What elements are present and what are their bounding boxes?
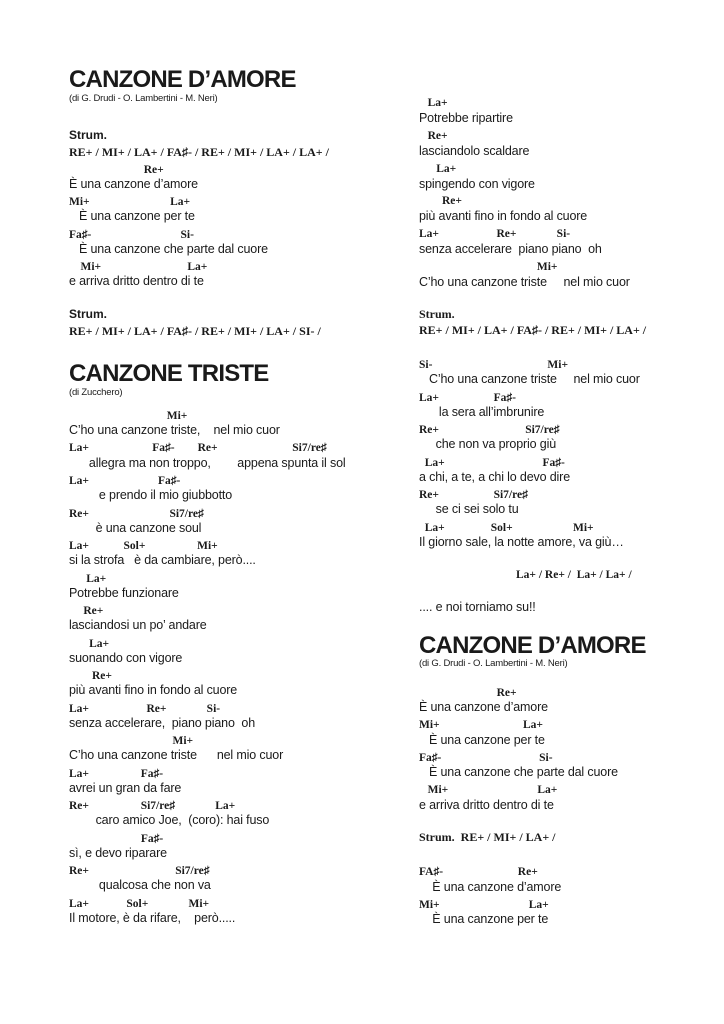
chord-line: Si- Mi+ xyxy=(419,359,569,371)
chord-line: Re+ Si7/re♯ xyxy=(419,424,560,436)
lyric-line: È una canzone per te xyxy=(69,209,195,223)
lyric-line: È una canzone d’amore xyxy=(419,880,562,894)
song-credit: (di Zucchero) xyxy=(69,387,123,398)
chord-line: Mi+ La+ xyxy=(419,899,549,911)
song-credit: (di G. Drudi - O. Lambertini - M. Neri) xyxy=(69,93,218,104)
song-title: CANZONE D’AMORE xyxy=(69,66,296,93)
lyric-line: C’ho una canzone triste, nel mio cuor xyxy=(69,423,280,437)
chord-line: La+ Fa♯- xyxy=(419,457,565,469)
chord-line: La+ xyxy=(419,163,457,175)
song-title: CANZONE TRISTE xyxy=(69,360,269,387)
lyric-line: si la strofa è da cambiare, però.... xyxy=(69,553,256,567)
lyric-line: È una canzone d’amore xyxy=(69,177,198,191)
chord-line: Re+ Si7/re♯ xyxy=(69,865,210,877)
lyric-line: caro amico Joe, (coro): hai fuso xyxy=(69,813,270,827)
chord-line: La+ Fa♯- xyxy=(419,392,516,404)
chord-line: Re+ Si7/re♯ xyxy=(419,489,528,501)
ending-chords: La+ / Re+ / La+ / La+ / xyxy=(516,569,632,581)
strum-chords: RE+ / MI+ / LA+ / FA♯- / RE+ / MI+ / LA+ / LA+ / xyxy=(69,145,329,159)
lyric-line: Potrebbe funzionare xyxy=(69,586,179,600)
chord-line: La+ Fa♯- xyxy=(69,475,181,487)
lyric-line: più avanti fino in fondo al cuore xyxy=(419,209,588,223)
lyric-line: avrei un gran da fare xyxy=(69,781,182,795)
chord-line: Re+ Si7/re♯ xyxy=(69,508,204,520)
lyric-line: e arriva dritto dentro di te xyxy=(69,274,204,288)
chord-line: Mi+ xyxy=(69,410,188,422)
lyric-line: È una canzone per te xyxy=(419,912,549,926)
lyric-line: C’ho una canzone triste nel mio cuor xyxy=(419,372,640,386)
chord-line: Mi+ La+ xyxy=(69,196,191,208)
lyric-line: È una canzone per te xyxy=(419,733,545,747)
strum-label: Strum. xyxy=(419,307,455,321)
strum-label: Strum. xyxy=(69,307,108,321)
chord-line: La+ Sol+ Mi+ xyxy=(419,522,594,534)
chord-line: Re+ xyxy=(419,687,517,699)
lyric-line: lasciandosi un po’ andare xyxy=(69,618,207,632)
chord-line: Re+ xyxy=(69,670,112,682)
lyric-line: che non va proprio giù xyxy=(419,437,557,451)
chord-line: Re+ xyxy=(419,130,448,142)
strum-chords: RE+ / MI+ / LA+ / FA♯- / RE+ / MI+ / LA+ / SI- / xyxy=(69,324,321,338)
lyric-line: e arriva dritto dentro di te xyxy=(419,798,554,812)
lyric-line: più avanti fino in fondo al cuore xyxy=(69,683,238,697)
lyric-line: allegra ma non troppo, appena spunta il sol xyxy=(69,456,346,470)
chord-line: FA♯- Re+ xyxy=(419,866,538,878)
chord-line: La+ xyxy=(69,573,107,585)
chord-line: Mi+ xyxy=(69,735,194,747)
strum-chords: RE+ / MI+ / LA+ / FA♯- / RE+ / MI+ / LA+ / xyxy=(419,323,647,337)
chord-line: Fa♯- Si- xyxy=(69,229,194,241)
chord-line: La+ Sol+ Mi+ xyxy=(69,540,218,552)
strum-chords: Strum. RE+ / MI+ / LA+ / xyxy=(419,830,556,844)
song-title: CANZONE D’AMORE xyxy=(419,632,646,659)
chord-line: La+ xyxy=(69,638,110,650)
lyric-line: È una canzone che parte dal cuore xyxy=(419,765,618,779)
lyric-line: se ci sei solo tu xyxy=(419,502,519,516)
chord-line: Fa♯- Si- xyxy=(419,752,553,764)
chord-line: La+ xyxy=(419,97,448,109)
lyric-line: C’ho una canzone triste nel mio cuor xyxy=(419,275,630,289)
lyric-line: senza accelerare, piano piano oh xyxy=(69,716,256,730)
lyric-line: spingendo con vigore xyxy=(419,177,535,191)
lyric-line: suonando con vigore xyxy=(69,651,183,665)
lyric-line: è una canzone soul xyxy=(69,521,202,535)
lyric-line: È una canzone che parte dal cuore xyxy=(69,242,268,256)
chord-line: La+ Fa♯- Re+ Si7/re♯ xyxy=(69,442,327,454)
chord-line: La+ Re+ Si- xyxy=(69,703,221,715)
chord-line: Re+ xyxy=(419,195,462,207)
lyric-line: e prendo il mio giubbotto xyxy=(69,488,233,502)
song-credit: (di G. Drudi - O. Lambertini - M. Neri) xyxy=(419,658,568,669)
chord-line: La+ Sol+ Mi+ xyxy=(69,898,210,910)
chord-line: Mi+ xyxy=(419,261,558,273)
lyric-line: qualcosa che non va xyxy=(69,878,211,892)
lyric-line: Potrebbe ripartire xyxy=(419,111,513,125)
ending-line: .... e noi torniamo su!! xyxy=(419,600,536,614)
chord-line: Mi+ La+ xyxy=(69,261,208,273)
lyric-line: a chi, a te, a chi lo devo dire xyxy=(419,470,570,484)
lyric-line: sì, e devo riparare xyxy=(69,846,167,860)
chord-line: Re+ xyxy=(69,164,164,176)
strum-label: Strum. xyxy=(69,128,108,142)
lyric-line: lasciandolo scaldare xyxy=(419,144,530,158)
chord-line: Mi+ La+ xyxy=(419,719,543,731)
lyric-line: la sera all’imbrunire xyxy=(419,405,545,419)
chord-line: La+ Re+ Si- xyxy=(419,228,571,240)
chord-line: La+ Fa♯- xyxy=(69,768,164,780)
lyric-line: senza accelerare piano piano oh xyxy=(419,242,602,256)
chord-line: Re+ Si7/re♯ La+ xyxy=(69,800,236,812)
chord-line: Fa♯- xyxy=(69,833,164,845)
lyric-line: C’ho una canzone triste nel mio cuor xyxy=(69,748,284,762)
chord-line: Mi+ La+ xyxy=(419,784,558,796)
lyric-line: Il motore, è da rifare, però..... xyxy=(69,911,236,925)
lyric-line: Il giorno sale, la notte amore, va giù… xyxy=(419,535,624,549)
chord-line: Re+ xyxy=(69,605,104,617)
lyric-line: È una canzone d’amore xyxy=(419,700,548,714)
